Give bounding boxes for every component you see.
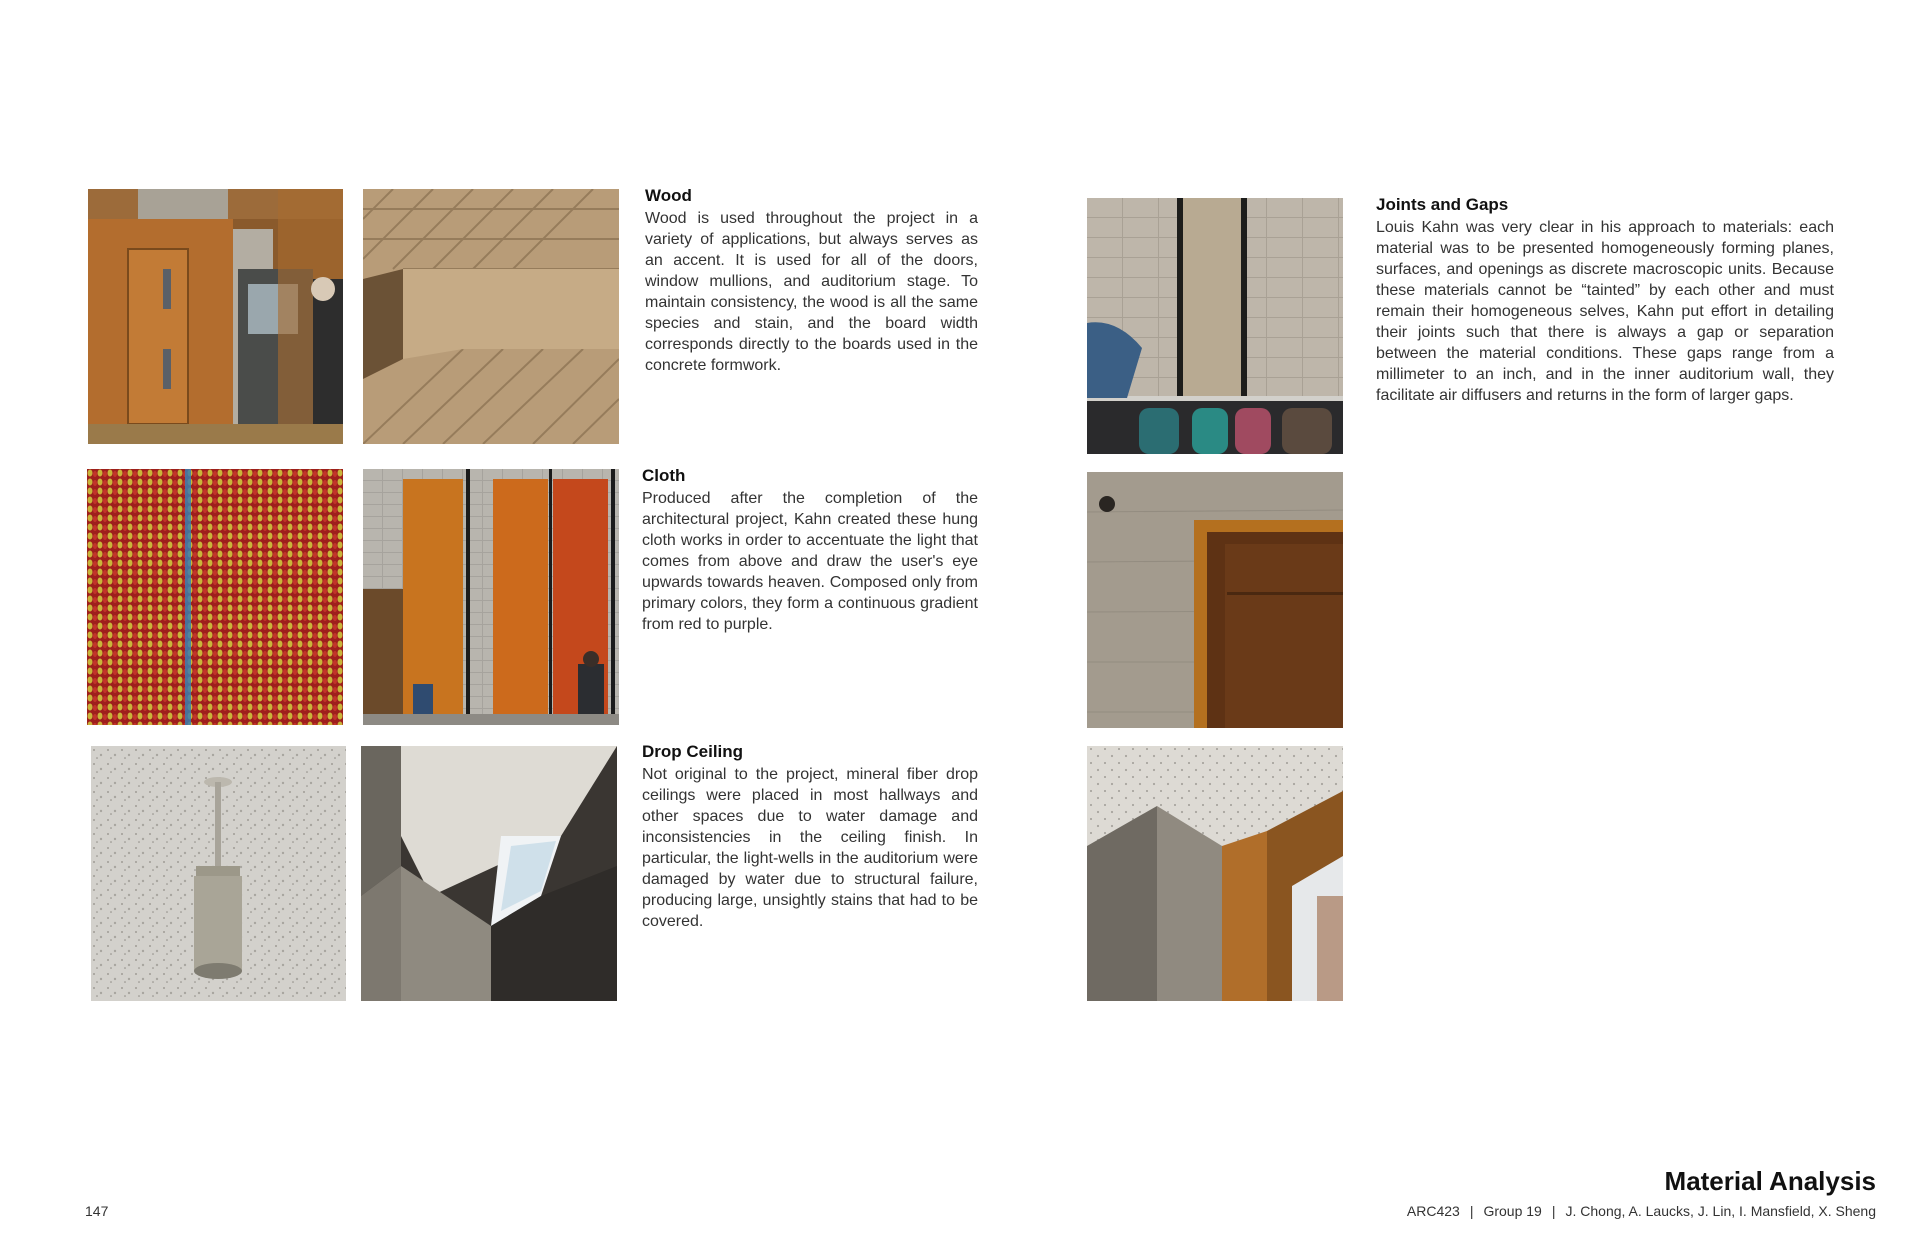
photo-ceiling-lightwell	[361, 746, 617, 1001]
footer-credits	[1407, 1203, 1876, 1219]
section-title-wood: Wood	[645, 186, 692, 205]
section-wood	[645, 186, 978, 376]
section-cloth	[642, 466, 978, 635]
section-body-joints: Louis Kahn was very clear in his approach to materials: each material was to be presented homogeneously forming planes, surfaces, and openings as discrete macroscopic units. Because these materials cannot be “tainted” by each other and must remain their homogeneous selves, Kahn put effort in detailing their joints such that there is always a gap or separation between the material conditions. These gaps range from a millimeter to an inch, and in the inner auditorium wall, they facilitate air diffusers and returns in the form of larger gaps.	[1376, 219, 1834, 404]
photo-joints-coatrack	[1087, 198, 1343, 454]
section-title-drop-ceiling: Drop Ceiling	[642, 742, 744, 761]
section-drop-ceiling	[642, 742, 978, 932]
separator: |	[1551, 1203, 1556, 1219]
photo-cloth-weave	[87, 469, 343, 725]
section-title-joints: Joints and Gaps	[1376, 195, 1509, 214]
section-title-cloth: Cloth	[642, 466, 686, 485]
separator: |	[1469, 1203, 1474, 1219]
photo-wood-floor	[363, 189, 619, 444]
photo-ceiling-pendant	[91, 746, 346, 1001]
photo-joints-corner	[1087, 746, 1343, 1001]
section-body-drop-ceiling: Not original to the project, mineral fiber drop ceilings were placed in most hallways and other spaces due to water damage and inconsistencies in the ceiling finish. In particular, the light-wells in the auditorium were damaged by water due to structural failure, producing large, unsightly stains that had to be covered.	[642, 766, 978, 930]
photo-cloth-banners	[363, 469, 619, 725]
page-number: 147	[85, 1203, 109, 1219]
group-name: Group 19	[1483, 1203, 1542, 1219]
course-code: ARC423	[1406, 1203, 1460, 1219]
authors: J. Chong, A. Laucks, J. Lin, I. Mansfield, X. Sheng	[1565, 1203, 1876, 1219]
section-body-wood: Wood is used throughout the project in a variety of applications, but always serves as an accent. It is used for all of the doors, window mullions, and auditorium stage. To maintain consistency, the wood is all the same species and stain, and the board width corresponds directly to the boards used in the concrete formwork.	[645, 210, 978, 374]
section-body-cloth: Produced after the completion of the architectural project, Kahn created these hung cloth works in order to accentuate the light that comes from above and draw the user's eye upwards towards heaven. Composed only from primary colors, they form a continuous gradient from red to purple.	[642, 490, 978, 633]
photo-wood-doorway	[88, 189, 343, 444]
section-joints	[1376, 195, 1834, 406]
photo-joints-doorframe	[1087, 472, 1343, 728]
footer-title: Material Analysis	[1664, 1166, 1876, 1196]
